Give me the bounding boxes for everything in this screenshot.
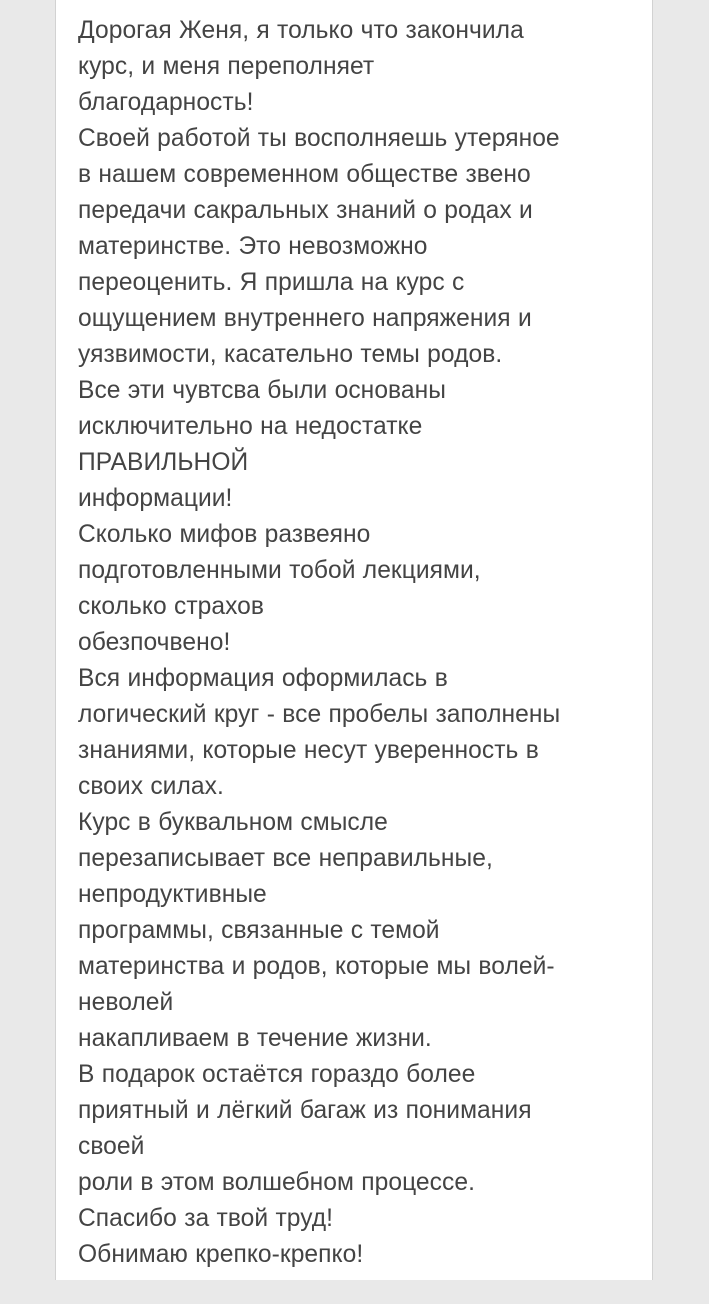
message-line: Обнимаю крепко-крепко! bbox=[78, 1241, 364, 1268]
message-card bbox=[55, 0, 653, 1280]
message-line: непродуктивные bbox=[78, 881, 267, 908]
message-line: передачи сакральных знаний о родах и bbox=[78, 197, 533, 224]
message-line: накапливаем в течение жизни. bbox=[78, 1025, 432, 1052]
message-line: знаниями, которые несут уверенность в bbox=[78, 737, 539, 764]
message-line: информации! bbox=[78, 485, 233, 512]
message-line: своей bbox=[78, 1133, 145, 1160]
message-line: Сколько мифов развеяно bbox=[78, 521, 371, 548]
message-line: подготовленными тобой лекциями, bbox=[78, 557, 481, 584]
message-line: материнства и родов, которые мы волей- bbox=[78, 953, 555, 980]
message-line: уязвимости, касательно темы родов. bbox=[78, 341, 503, 368]
message-text bbox=[78, 13, 638, 1273]
message-line: ощущением внутреннего напряжения и bbox=[78, 305, 532, 332]
message-line: исключительно на недостатке bbox=[78, 413, 423, 440]
message-line: роли в этом волшебном процессе. bbox=[78, 1169, 475, 1196]
message-line: ПРАВИЛЬНОЙ bbox=[78, 449, 249, 476]
message-line: в нашем современном обществе звено bbox=[78, 161, 531, 188]
message-line: Своей работой ты восполняешь утеряное bbox=[78, 125, 560, 152]
message-line: сколько страхов bbox=[78, 593, 265, 620]
message-line: обезпочвено! bbox=[78, 629, 231, 656]
message-line: приятный и лёгкий багаж из понимания bbox=[78, 1097, 532, 1124]
message-line: благодарность! bbox=[78, 89, 254, 116]
message-line: программы, связанные с темой bbox=[78, 917, 440, 944]
message-line: переоценить. Я пришла на курс с bbox=[78, 269, 465, 296]
message-line: Дорогая Женя, я только что закончила bbox=[78, 17, 524, 44]
message-line: своих силах. bbox=[78, 773, 224, 800]
message-line: перезаписывает все неправильные, bbox=[78, 845, 493, 872]
message-line: неволей bbox=[78, 989, 174, 1016]
message-line: материнстве. Это невозможно bbox=[78, 233, 428, 260]
message-line: Вся информация оформилась в bbox=[78, 665, 448, 692]
message-line: В подарок остаётся гораздо более bbox=[78, 1061, 476, 1088]
message-line: Все эти чувтсва были основаны bbox=[78, 377, 446, 404]
message-line: Курс в буквальном смысле bbox=[78, 809, 388, 836]
message-line: логический круг - все пробелы заполнены bbox=[78, 701, 561, 728]
message-line: Спасибо за твой труд! bbox=[78, 1205, 334, 1232]
message-line: курс, и меня переполняет bbox=[78, 53, 375, 80]
